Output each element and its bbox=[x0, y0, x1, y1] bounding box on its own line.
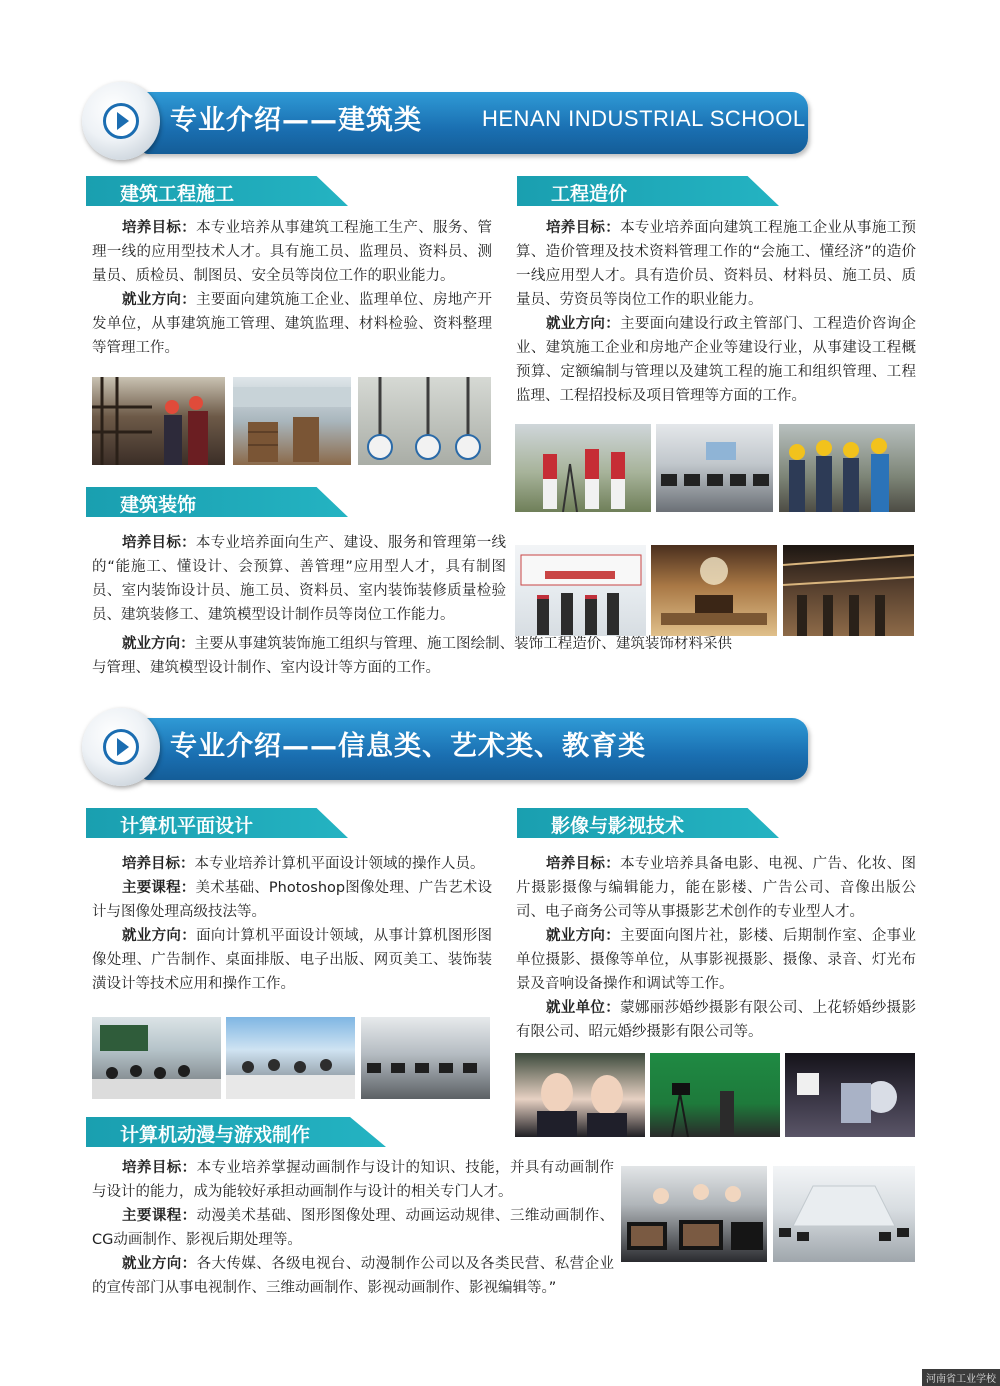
banner-subtitle: HENAN INDUSTRIAL SCHOOL bbox=[482, 106, 806, 131]
section-title: 计算机平面设计 bbox=[120, 815, 254, 837]
goal-text: 本专业培养掌握动画制作与设计的知识、技能，并具有动画制作与设计的能力，成为能较好承担动画制作与设计的相关专门人才。 bbox=[92, 1160, 614, 1200]
job-label: 就业方向： bbox=[122, 636, 195, 652]
section-title: 计算机动漫与游戏制作 bbox=[120, 1124, 311, 1146]
section-heading-animation-game bbox=[86, 1117, 386, 1147]
job-label: 就业方向： bbox=[122, 1256, 197, 1272]
competition-award-photo bbox=[515, 545, 646, 636]
goal-label: 培养目标： bbox=[546, 220, 621, 236]
play-circle-icon bbox=[82, 708, 160, 786]
goal-text: 本专业培养从事建筑工程施工生产、服务、管理一线的应用型技术人才。具有施工员、监理员、资料员、测量员、质检员、制图员、安全员等岗位工作的职业能力。 bbox=[92, 220, 492, 284]
section-title: 建筑装饰 bbox=[120, 494, 197, 516]
animation-computer-room-photo bbox=[773, 1166, 915, 1262]
computer-lab-photo bbox=[656, 424, 773, 512]
makeup-class-photo bbox=[515, 1053, 645, 1137]
animation-lab-students-photo bbox=[621, 1166, 767, 1262]
job-label: 就业方向： bbox=[122, 292, 197, 308]
section-body-animation-game bbox=[92, 1156, 614, 1300]
interior-living-room-photo bbox=[651, 545, 777, 636]
training-workshop-photo bbox=[233, 377, 351, 465]
banner-title: 专业介绍——建筑类 bbox=[170, 105, 422, 136]
site-visit-group-photo bbox=[779, 424, 915, 512]
section-body-graphic-design bbox=[92, 852, 492, 996]
section-heading-architectural-decoration bbox=[86, 487, 348, 517]
section-body-project-cost bbox=[516, 216, 916, 408]
course-text: 动漫美术基础、图形图像处理、动画运动规律、三维动画制作、CG动画制作、影视后期处理等。 bbox=[92, 1208, 614, 1248]
section-banner-info-art-education bbox=[82, 714, 808, 780]
interior-hall-photo bbox=[783, 545, 914, 636]
unit-text: 蒙娜丽莎婚纱摄影有限公司、上花轿婚纱摄影有限公司、昭元婚纱摄影有限公司等。 bbox=[516, 1000, 916, 1040]
play-circle-icon bbox=[82, 82, 160, 160]
lab-equipment-photo bbox=[358, 377, 491, 465]
goal-label: 培养目标： bbox=[122, 535, 196, 551]
course-text: 美术基础、Photoshop图像处理、广告艺术设计与图像处理高级技法等。 bbox=[92, 880, 492, 920]
construction-site-photo bbox=[92, 377, 225, 465]
unit-label: 就业单位： bbox=[546, 1000, 621, 1016]
section-heading-project-cost bbox=[517, 176, 779, 206]
section-heading-construction-engineering bbox=[86, 176, 348, 206]
goal-label: 培养目标： bbox=[546, 856, 621, 872]
section-heading-graphic-design bbox=[86, 808, 348, 838]
banner-title: 专业介绍——信息类、艺术类、教育类 bbox=[170, 731, 646, 762]
watermark-label: 河南省工业学校 bbox=[922, 1369, 1000, 1386]
job-text: 主要面向建筑施工企业、监理单位、房地产开发单位，从事建筑施工管理、建筑监理、材料检验、资料整理等管理工作。 bbox=[92, 292, 492, 356]
job-text: 面向计算机平面设计领域，从事计算机图形图像处理、广告制作、桌面排版、电子出版、网页美工、装饰装潢设计等技术应用和操作工作。 bbox=[92, 928, 492, 992]
section-job-architectural-decoration bbox=[92, 632, 732, 680]
photo-studio-lighting-photo bbox=[785, 1053, 915, 1137]
job-text: 主要从事建筑装饰施工组织与管理、施工图绘制、装饰工程造价、建筑装饰材料采供与管理、建筑模型设计制作、室内设计等方面的工作。 bbox=[92, 636, 732, 676]
section-body-architectural-decoration bbox=[92, 531, 506, 627]
section-heading-film-technology bbox=[517, 808, 779, 838]
job-label: 就业方向： bbox=[546, 316, 621, 332]
surveying-students-photo bbox=[515, 424, 651, 512]
course-label: 主要课程： bbox=[122, 1208, 197, 1224]
job-text: 主要面向建设行政主管部门、工程造价咨询企业、建筑施工企业和房地产企业等建设行业，从事建设工程概预算、定额编制与管理以及建筑工程的施工和组织管理、工程监理、工程招投标及项目管理等方面的工作。 bbox=[516, 316, 916, 404]
section-body-film-technology bbox=[516, 852, 916, 1044]
goal-text: 本专业培养具备电影、电视、广告、化妆、图片摄影摄像与编辑能力，能在影楼、广告公司、音像出版公司、电子商务公司等从事摄影艺术创作的专业型人才。 bbox=[516, 856, 916, 920]
section-body-construction-engineering bbox=[92, 216, 492, 360]
goal-text: 本专业培养面向生产、建设、服务和管理第一线的“能施工、懂设计、会预算、善管理”应用型人才，具有制图员、室内装饰设计员、施工员、资料员、室内装饰装修质量检验员、建筑装修工、建筑模型设计制作员等岗位工作能力。 bbox=[92, 535, 507, 623]
section-title: 影像与影视技术 bbox=[551, 815, 685, 837]
section-title: 工程造价 bbox=[551, 183, 628, 205]
job-text: 各大传媒、各级电视台、动漫制作公司以及各类民营、私营企业的宣传部门从事电视制作、三维动画制作、影视动画制作、影视编辑等。” bbox=[92, 1256, 614, 1296]
job-text: 主要面向图片社，影楼、后期制作室、企事业单位摄影、摄像等单位，从事影视摄影、摄像、录音、灯光布景及音响设备操作和调试等工作。 bbox=[516, 928, 916, 992]
green-screen-studio-photo bbox=[650, 1053, 780, 1137]
goal-label: 培养目标： bbox=[122, 1160, 197, 1176]
job-label: 就业方向： bbox=[546, 928, 621, 944]
goal-label: 培养目标： bbox=[122, 856, 195, 872]
goal-text: 本专业培养计算机平面设计领域的操作人员。 bbox=[194, 856, 485, 872]
goal-label: 培养目标： bbox=[122, 220, 197, 236]
computer-room-photo bbox=[361, 1017, 490, 1099]
computer-class-photo bbox=[226, 1017, 355, 1099]
goal-text: 本专业培养面向建筑工程施工企业从事施工预算、造价管理及技术资料管理工作的“会施工、懂经济”的造价一线应用型人才。具有造价员、资料员、材料员、施工员、质量员、劳资员等岗位工作的职业能力。 bbox=[516, 220, 916, 308]
section-title: 建筑工程施工 bbox=[120, 183, 235, 205]
course-label: 主要课程： bbox=[122, 880, 196, 896]
job-label: 就业方向： bbox=[122, 928, 197, 944]
design-classroom-photo bbox=[92, 1017, 221, 1099]
section-banner-construction bbox=[82, 88, 808, 154]
